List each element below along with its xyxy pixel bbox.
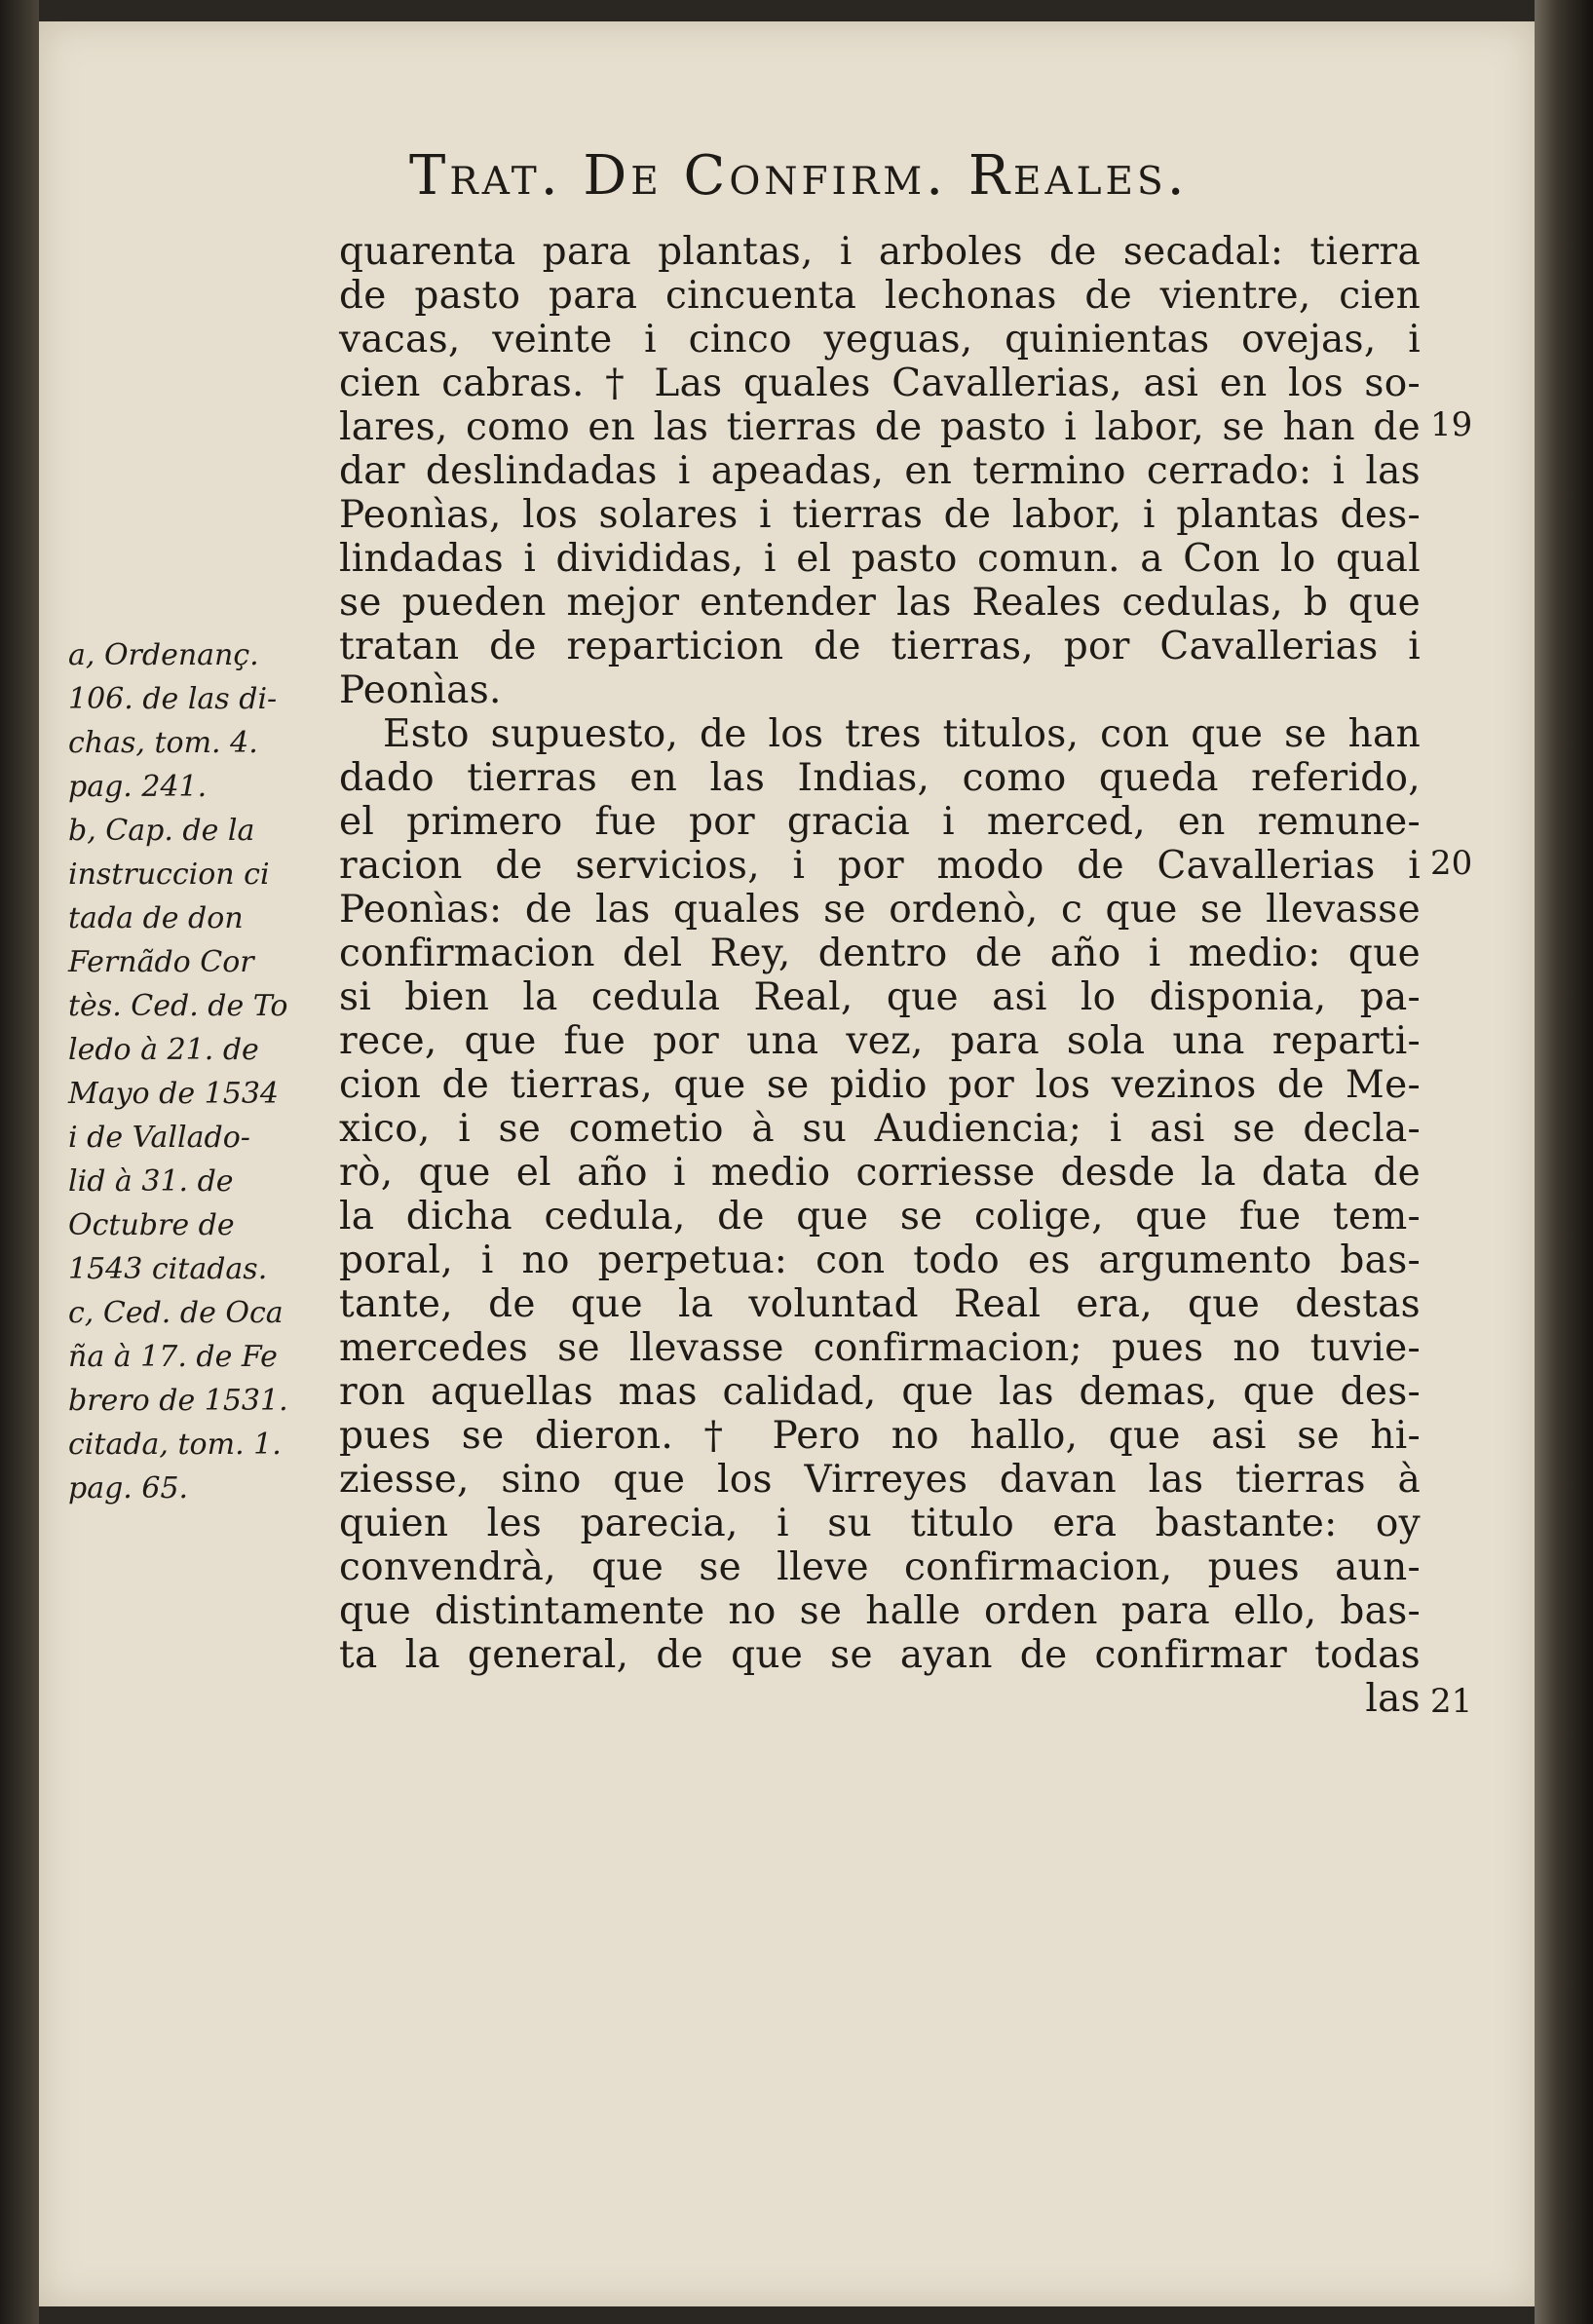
- text-line: se pueden mejor entender las Reales cedulas, b que: [339, 581, 1421, 625]
- text-line: quien les parecia, i su titulo era bastante: oy: [339, 1502, 1421, 1545]
- margin-note-line: tès. Ced. de To: [68, 989, 288, 1023]
- margin-note-line: Octubre de: [68, 1208, 235, 1242]
- margin-note-line: instruccion ci: [68, 857, 270, 892]
- margin-note-line: tada de don: [68, 901, 244, 935]
- text-line: cien cabras. † Las quales Cavallerias, asi en los so-: [339, 362, 1421, 405]
- text-line: que distintamente no se halle orden para ello, bas-: [339, 1589, 1421, 1633]
- text-line: tante, de que la voluntad Real era, que destas: [339, 1282, 1421, 1326]
- margin-note-line: chas, tom. 4.: [68, 726, 258, 760]
- text-line: dado tierras en las Indias, como queda referido,: [339, 756, 1421, 800]
- margin-note-line: i de Vallado-: [68, 1121, 250, 1155]
- text-line: mercedes se llevasse confirmacion; pues no tuvie-: [339, 1326, 1421, 1370]
- catchword: las: [1365, 1677, 1421, 1721]
- margin-note-line: pag. 241.: [68, 770, 208, 804]
- text-line: poral, i no perpetua: con todo es argumento bas-: [339, 1238, 1421, 1282]
- margin-note-line: brero de 1531.: [68, 1384, 288, 1418]
- text-line: racion de servicios, i por modo de Cavallerias i: [339, 844, 1421, 888]
- main-text: [339, 230, 1421, 1721]
- margin-note-line: 1543 citadas.: [68, 1252, 268, 1286]
- text-line: Esto supuesto, de los tres titulos, con que se han: [383, 712, 1421, 756]
- paragraph-number: 19: [1430, 405, 1473, 444]
- text-line: lares, como en las tierras de pasto i labor, se han de: [339, 405, 1421, 449]
- margin-note-line: a, Ordenanç.: [68, 638, 259, 672]
- margin-note-line: Fernãdo Cor: [68, 945, 254, 979]
- text-line: convendrà, que se lleve confirmacion, pues aun-: [339, 1545, 1421, 1589]
- text-line: de pasto para cincuenta lechonas de vientre, cien: [339, 274, 1421, 318]
- text-line: ziesse, sino que los Virreyes davan las tierras à: [339, 1458, 1421, 1502]
- text-line: Peonìas.: [339, 668, 502, 712]
- text-line: rò, que el año i medio corriesse desde la data de: [339, 1151, 1421, 1195]
- text-line: ron aquellas mas calidad, que las demas, que des-: [339, 1370, 1421, 1414]
- margin-note-line: Mayo de 1534: [68, 1077, 279, 1111]
- text-line: tratan de reparticion de tierras, por Cavallerias i: [339, 625, 1421, 668]
- text-line: rece, que fue por una vez, para sola una reparti-: [339, 1019, 1421, 1063]
- text-line: xico, i se cometio à su Audiencia; i asi se decla-: [339, 1107, 1421, 1151]
- paragraph-number: 20: [1430, 844, 1473, 883]
- margin-note-line: citada, tom. 1.: [68, 1428, 282, 1462]
- text-line: lindadas i divididas, i el pasto comun. a Con lo qual: [339, 537, 1421, 581]
- margin-note-line: lid à 31. de: [68, 1164, 234, 1199]
- text-line: el primero fue por gracia i merced, en remune-: [339, 800, 1421, 844]
- text-line: si bien la cedula Real, que asi lo disponia, pa-: [339, 975, 1421, 1019]
- running-head: Trat. De Confirm. Reales.: [409, 144, 1189, 208]
- text-line: Peonìas, los solares i tierras de labor, i plantas des-: [339, 493, 1421, 537]
- binding-shadow: [0, 0, 39, 2324]
- margin-note-line: 106. de las di-: [68, 682, 278, 716]
- text-line: la dicha cedula, de que se colige, que fue tem-: [339, 1195, 1421, 1238]
- margin-note-line: ledo à 21. de: [68, 1033, 259, 1067]
- margin-note-line: ña à 17. de Fe: [68, 1340, 278, 1374]
- text-line: vacas, veinte i cinco yeguas, quinientas ovejas, i: [339, 318, 1421, 362]
- text-line: ta la general, de que se ayan de confirmar todas: [339, 1633, 1421, 1677]
- margin-note-line: c, Ced. de Oca: [68, 1296, 284, 1330]
- text-line: Peonìas: de las quales se ordenò, c que se llevasse: [339, 888, 1421, 932]
- text-line: cion de tierras, que se pidio por los vezinos de Me-: [339, 1063, 1421, 1107]
- text-line: pues se dieron. † Pero no hallo, que asi se hi-: [339, 1414, 1421, 1458]
- page-edge: [1535, 0, 1593, 2324]
- text-line: quarenta para plantas, i arboles de secadal: tierra: [339, 230, 1421, 274]
- margin-note-line: pag. 65.: [68, 1471, 189, 1505]
- margin-note-line: b, Cap. de la: [68, 814, 255, 848]
- margin-notes: [68, 633, 343, 1510]
- text-line: confirmacion del Rey, dentro de año i medio: que: [339, 932, 1421, 975]
- text-line: dar deslindadas i apeadas, en termino cerrado: i las: [339, 449, 1421, 493]
- paragraph-number: 21: [1430, 1682, 1473, 1721]
